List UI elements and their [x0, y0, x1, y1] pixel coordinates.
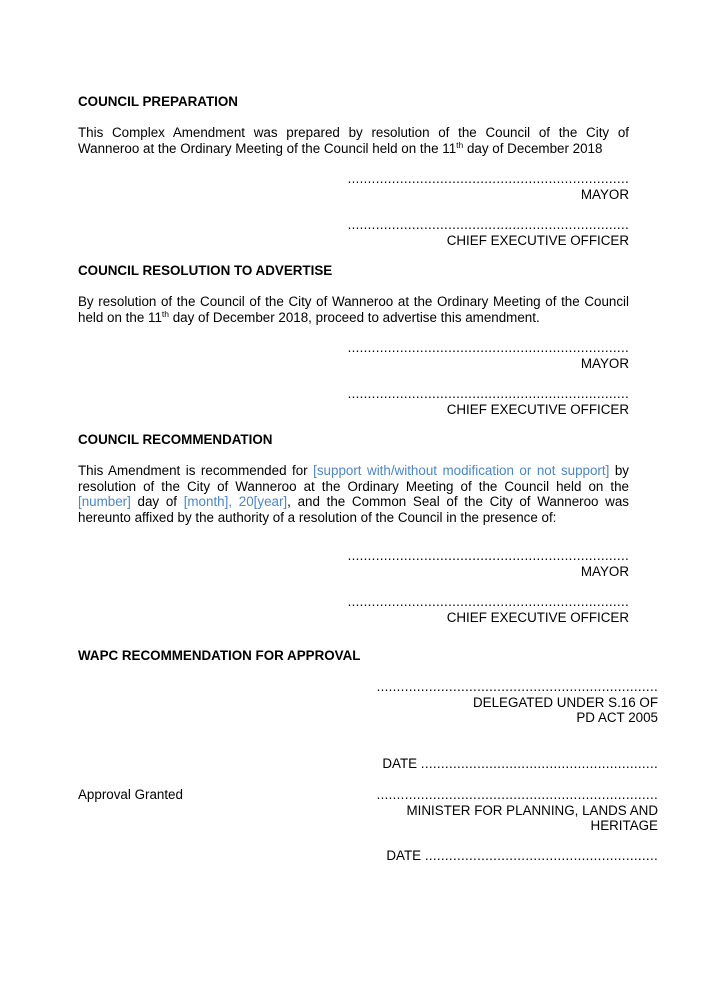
minister-label-line1: MINISTER FOR PLANNING, LANDS AND — [406, 802, 658, 818]
date-dots: ........................................................... — [420, 756, 658, 771]
approval-granted-label: Approval Granted — [78, 787, 183, 802]
council-recommendation-heading: COUNCIL RECOMMENDATION — [78, 432, 273, 447]
signature-line: ...................................................................... — [376, 787, 658, 802]
mayor-signature-block-1 — [348, 171, 629, 202]
date-dots: .......................................................... — [424, 848, 658, 863]
signature-line: ...................................................................... — [347, 171, 629, 186]
signature-line: ...................................................................... — [347, 594, 629, 609]
wapc-heading: WAPC RECOMMENDATION FOR APPROVAL — [78, 648, 361, 663]
minister-signature-block — [377, 787, 658, 834]
council-resolution-text: By resolution of the Council of the City of Wanneroo at the Ordinary Meeting of the Council held on the 11th day of December 2018, proceed to advertise this amendment. — [78, 294, 629, 325]
mayor-signature-block-3 — [348, 548, 629, 579]
delegated-label-line2: PD ACT 2005 — [576, 710, 658, 725]
mayor-label: MAYOR — [580, 563, 629, 579]
date-label: DATE — [386, 848, 422, 863]
placeholder-month-year: [month], 20[year] — [183, 494, 288, 509]
signature-line: ...................................................................... — [347, 386, 629, 401]
ceo-label: CHIEF EXECUTIVE OFFICER — [446, 401, 629, 417]
date-label: DATE — [382, 756, 418, 771]
signature-line: ...................................................................... — [376, 679, 658, 694]
mayor-label: MAYOR — [580, 186, 629, 202]
ceo-label: CHIEF EXECUTIVE OFFICER — [446, 232, 629, 248]
delegated-signature-block — [377, 679, 658, 726]
ceo-label: CHIEF EXECUTIVE OFFICER — [446, 609, 629, 625]
date-line-1 — [382, 756, 658, 772]
signature-line: ...................................................................... — [347, 217, 629, 232]
placeholder-support: [support with/without modification or not support] — [313, 463, 610, 478]
council-recommendation-text: This Amendment is recommended for [support with/without modification or not support] by resolution of the City of Wanneroo at the Ordinary Meeting of the Council held on the [number] day of [month], 20[year], and the Common Seal of the City of Wanneroo was hereunto affixed by the authority of a resolution of the Council in the presence of: — [78, 463, 629, 525]
ceo-signature-block-1 — [348, 217, 629, 248]
date-line-2 — [386, 848, 658, 864]
ceo-signature-block-2 — [348, 386, 629, 417]
signature-line: ...................................................................... — [347, 340, 629, 355]
council-preparation-heading: COUNCIL PREPARATION — [78, 94, 238, 109]
placeholder-number: [number] — [78, 494, 131, 509]
signature-line: ...................................................................... — [347, 548, 629, 563]
mayor-label: MAYOR — [580, 355, 629, 371]
mayor-signature-block-2 — [348, 340, 629, 371]
delegated-label-line1: DELEGATED UNDER S.16 OF — [472, 694, 658, 710]
minister-label-line2: HERITAGE — [590, 818, 658, 833]
council-preparation-text: This Complex Amendment was prepared by resolution of the Council of the City of Wanneroo at the Ordinary Meeting of the Council held on the 11th day of December 2018 — [78, 125, 629, 156]
ceo-signature-block-3 — [348, 594, 629, 625]
council-resolution-heading: COUNCIL RESOLUTION TO ADVERTISE — [78, 263, 333, 278]
